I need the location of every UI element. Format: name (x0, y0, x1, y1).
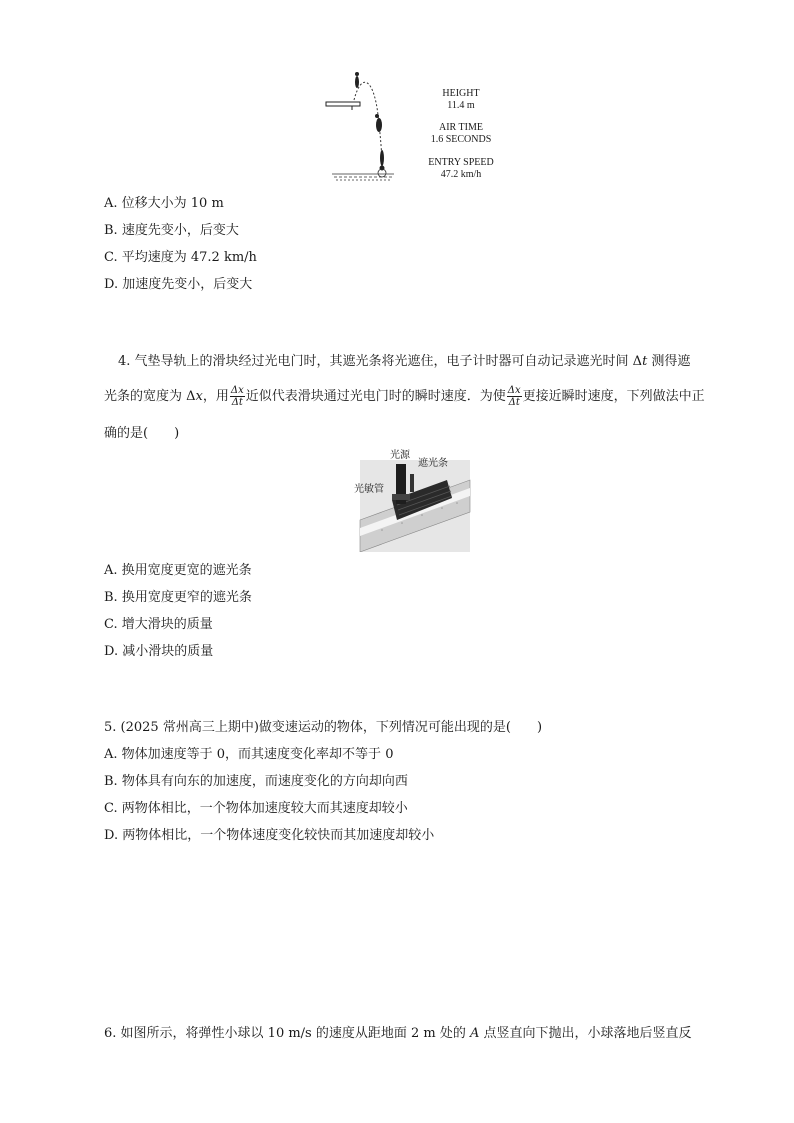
q5-option-c: C. 两物体相比，一个物体加速度较大而其速度却较小 (104, 801, 408, 816)
q3-option-a: A. 位移大小为 10 m (104, 196, 224, 211)
air-track-figure (352, 450, 472, 552)
height-label: HEIGHT (442, 88, 480, 99)
q5-option-d: D. 两物体相比，一个物体速度变化较快而其加速度却较小 (104, 828, 435, 843)
diver-trajectory-illustration (322, 70, 402, 190)
air-track-photo (352, 450, 472, 552)
photosensitive-tube-label: 光敏管 (354, 484, 384, 495)
q4-option-a: A. 换用宽度更宽的遮光条 (104, 563, 252, 578)
air-time-label: AIR TIME (439, 122, 483, 133)
q5-option-b: B. 物体具有向东的加速度，而速度变化的方向却向西 (104, 774, 408, 789)
q3-option-b: B. 速度先变小，后变大 (104, 223, 239, 238)
shading-strip-label: 遮光条 (418, 458, 448, 469)
q3-option-d: D. 加速度先变小，后变大 (104, 277, 253, 292)
q4-stem-line2: 光条的宽度为 Δx，用 $\frac{\Delta x}{\Delta t}$ 近似代表滑块通过光电门时的瞬时速度．为使 $\frac{\Delta x}{\Delta t}$ 更接近瞬时速度，下列做法中正 (104, 385, 705, 408)
q4-stem-line3: 确的是( ) (104, 426, 180, 441)
entry-speed-value: 47.2 km/h (440, 169, 482, 180)
q4-option-d: D. 减小滑块的质量 (104, 644, 214, 659)
q6-stem-line1: 6. 如图所示，将弹性小球以 10 m/s 的速度从距地面 2 m 处的 A 点竖直向下抛出，小球落地后竖直反 (104, 1026, 692, 1041)
q4-stem-line1: 4. 气垫导轨上的滑块经过光电门时，其遮光条将光遮住，电子计时器可自动记录遮光时间 Δt 测得遮 (118, 354, 691, 369)
q4-option-c: C. 增大滑块的质量 (104, 617, 213, 632)
delta-x-over-delta-t-fraction: $\frac{\Delta x}{\Delta t}$ (230, 385, 244, 408)
q5-stem: 5. (2025 常州高三上期中)做变速运动的物体，下列情况可能出现的是( ) (104, 720, 543, 735)
q3-option-c: C. 平均速度为 47.2 km/h (104, 250, 257, 265)
diving-figure (322, 70, 512, 190)
height-value: 11.4 m (447, 100, 475, 111)
air-time-value: 1.6 SECONDS (430, 134, 492, 145)
delta-x-over-delta-t-fraction-2: $\frac{\Delta x}{\Delta t}$ (507, 385, 521, 408)
q4-option-b: B. 换用宽度更窄的遮光条 (104, 590, 252, 605)
q5-option-a: A. 物体加速度等于 0，而其速度变化率却不等于 0 (104, 747, 394, 762)
entry-speed-label: ENTRY SPEED (428, 157, 494, 168)
light-source-label: 光源 (390, 450, 410, 461)
